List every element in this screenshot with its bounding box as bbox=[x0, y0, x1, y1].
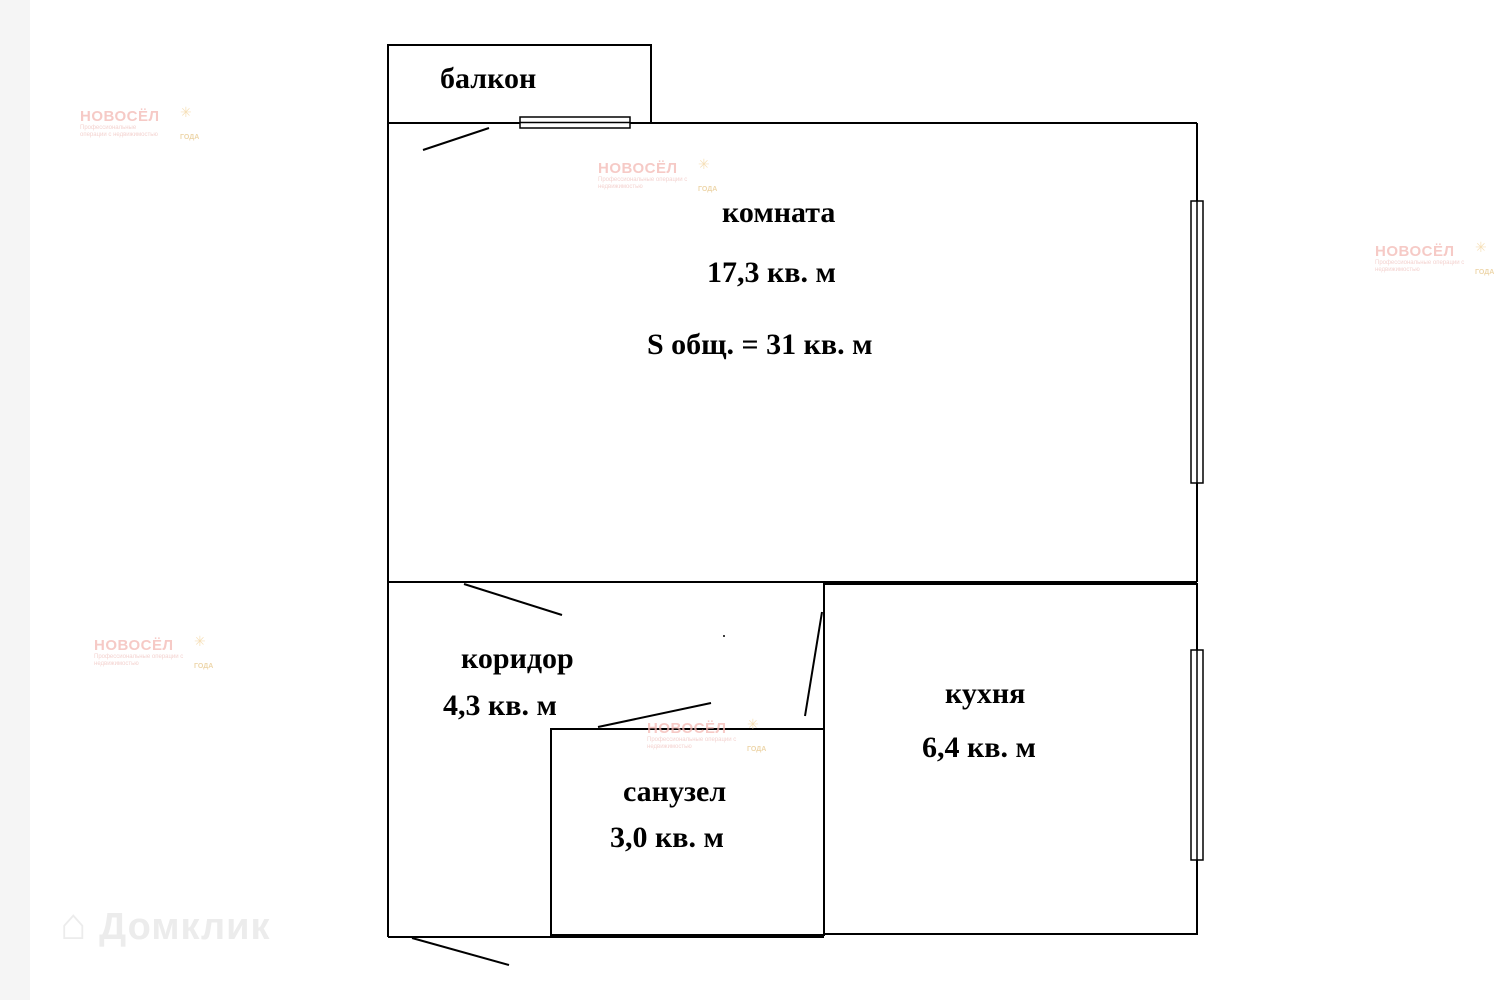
bathroom-label: санузел bbox=[623, 775, 727, 808]
watermark-novosel-3: НОВОСЁЛ Профессиональные операции с недвижимостью ✳ ГОДА bbox=[1375, 239, 1495, 276]
bathroom-area: 3,0 кв. м bbox=[610, 821, 724, 854]
room-label: комната bbox=[722, 196, 836, 229]
door-entrance bbox=[412, 938, 509, 965]
corridor-label: коридор bbox=[461, 642, 574, 675]
kitchen-label: кухня bbox=[945, 677, 1026, 710]
watermark-novosel-5: НОВОСЁЛ Профессиональные операции с недвижимостью ✳ ГОДА bbox=[647, 716, 767, 753]
door-kitchen bbox=[805, 612, 822, 716]
room-area: 17,3 кв. м bbox=[707, 256, 836, 289]
kitchen-area: 6,4 кв. м bbox=[922, 731, 1036, 764]
total-area: S общ. = 31 кв. м bbox=[647, 328, 873, 361]
watermark-novosel-4: НОВОСЁЛ Профессиональные операции с недвижимостью ✳ ГОДА bbox=[94, 633, 214, 670]
door-room bbox=[464, 584, 562, 615]
balcony-label: балкон bbox=[440, 62, 537, 95]
watermark-novosel-1: НОВОСЁЛ Профессиональные операции с недвижимостью ✳ ГОДА bbox=[80, 104, 200, 141]
domclick-watermark: ⌂ Домклик bbox=[60, 900, 271, 949]
watermark-novosel-2: НОВОСЁЛ Профессиональные операции с недвижимостью ✳ ГОДА bbox=[598, 156, 718, 193]
corridor-area: 4,3 кв. м bbox=[443, 689, 557, 722]
door-balcony bbox=[423, 128, 489, 150]
